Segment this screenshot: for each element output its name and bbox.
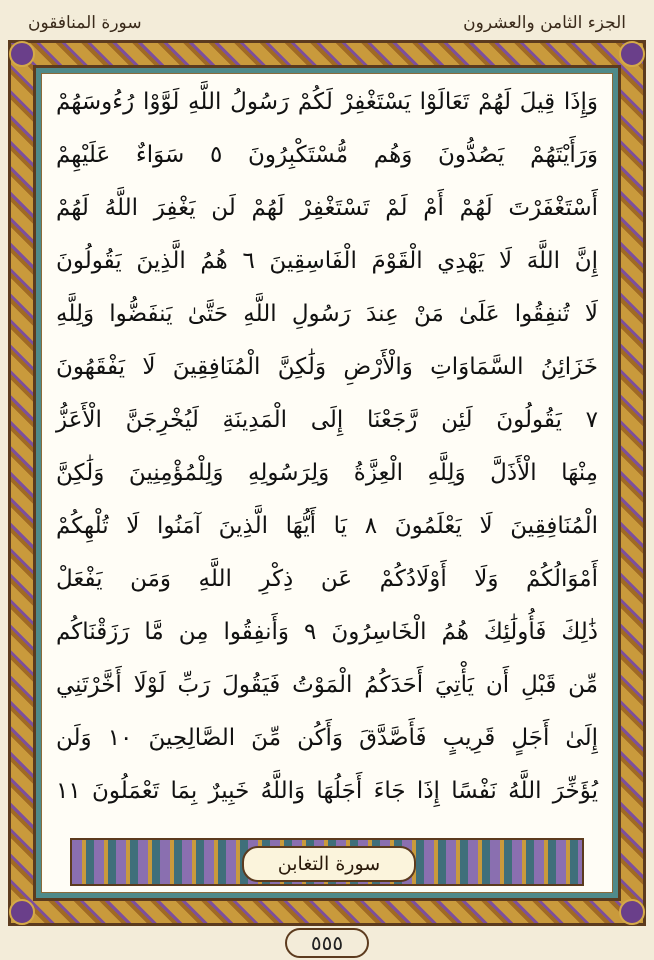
verse-line: يُؤَخِّرَ اللَّهُ نَفْسًا إِذَا جَاءَ أَجَلُهَا وَاللَّهُ خَبِيرٌ بِمَا تَعْمَلُونَ ١١ (56, 778, 598, 804)
surah-title-cartouche: سورة التغابن (242, 846, 416, 882)
verse-line: أَمْوَالُكُمْ وَلَا أَوْلَادُكُمْ عَن ذِكْرِ اللَّهِ وَمَن يَفْعَلْ (56, 566, 598, 592)
verse-line: خَزَائِنُ السَّمَاوَاتِ وَالْأَرْضِ وَلَٰكِنَّ الْمُنَافِقِينَ لَا يَفْقَهُونَ (56, 354, 598, 380)
page-header (6, 4, 648, 42)
verse-line: مِّن قَبْلِ أَن يَأْتِيَ أَحَدَكُمُ الْمَوْتُ فَيَقُولَ رَبِّ لَوْلَا أَخَّرْتَنِي (56, 672, 598, 698)
surah-name-header: سورة المنافقون (28, 13, 142, 33)
verse-line: لَا تُنفِقُوا عَلَىٰ مَنْ عِندَ رَسُولِ اللَّهِ حَتَّىٰ يَنفَضُّوا وَلِلَّهِ (56, 301, 598, 327)
verse-line: مِنْهَا الْأَذَلَّ وَلِلَّهِ الْعِزَّةُ وَلِرَسُولِهِ وَلِلْمُؤْمِنِينَ وَلَٰكِنَّ (56, 460, 598, 486)
page-number: ٥٥٥ (285, 928, 369, 958)
verse-line: الْمُنَافِقِينَ لَا يَعْلَمُونَ ٨ يَا أَيُّهَا الَّذِينَ آمَنُوا لَا تُلْهِكُمْ (56, 513, 598, 539)
verse-line: ذَٰلِكَ فَأُولَٰئِكَ هُمُ الْخَاسِرُونَ ٩ وَأَنفِقُوا مِن مَّا رَزَقْنَاكُم (56, 619, 598, 645)
verse-line: إِلَىٰ أَجَلٍ قَرِيبٍ فَأَصَّدَّقَ وَأَكُن مِّنَ الصَّالِحِينَ ١٠ وَلَن (56, 725, 598, 751)
verse-line: وَإِذَا قِيلَ لَهُمْ تَعَالَوْا يَسْتَغْفِرْ لَكُمْ رَسُولُ اللَّهِ لَوَّوْا رُءُوسَهُمْ (56, 89, 598, 115)
corner-ornament-icon (9, 899, 35, 925)
verse-line: إِنَّ اللَّهَ لَا يَهْدِي الْقَوْمَ الْفَاسِقِينَ ٦ هُمُ الَّذِينَ يَقُولُونَ (56, 248, 598, 274)
ornamental-frame (8, 40, 646, 926)
verse-line: ٧ يَقُولُونَ لَئِن رَّجَعْنَا إِلَى الْمَدِينَةِ لَيُخْرِجَنَّ الْأَعَزُّ (56, 407, 598, 433)
juz-label: الجزء الثامن والعشرون (463, 13, 626, 33)
corner-ornament-icon (619, 41, 645, 67)
corner-ornament-icon (619, 899, 645, 925)
verse-line: أَسْتَغْفَرْتَ لَهُمْ أَمْ لَمْ تَسْتَغْفِرْ لَهُمْ لَن يَغْفِرَ اللَّهُ لَهُمْ (56, 195, 598, 221)
next-surah-banner (70, 838, 584, 886)
verse-line: وَرَأَيْتَهُمْ يَصُدُّونَ وَهُم مُّسْتَكْبِرُونَ ٥ سَوَاءٌ عَلَيْهِمْ (56, 142, 598, 168)
corner-ornament-icon (9, 41, 35, 67)
verse-text-area (41, 73, 613, 893)
